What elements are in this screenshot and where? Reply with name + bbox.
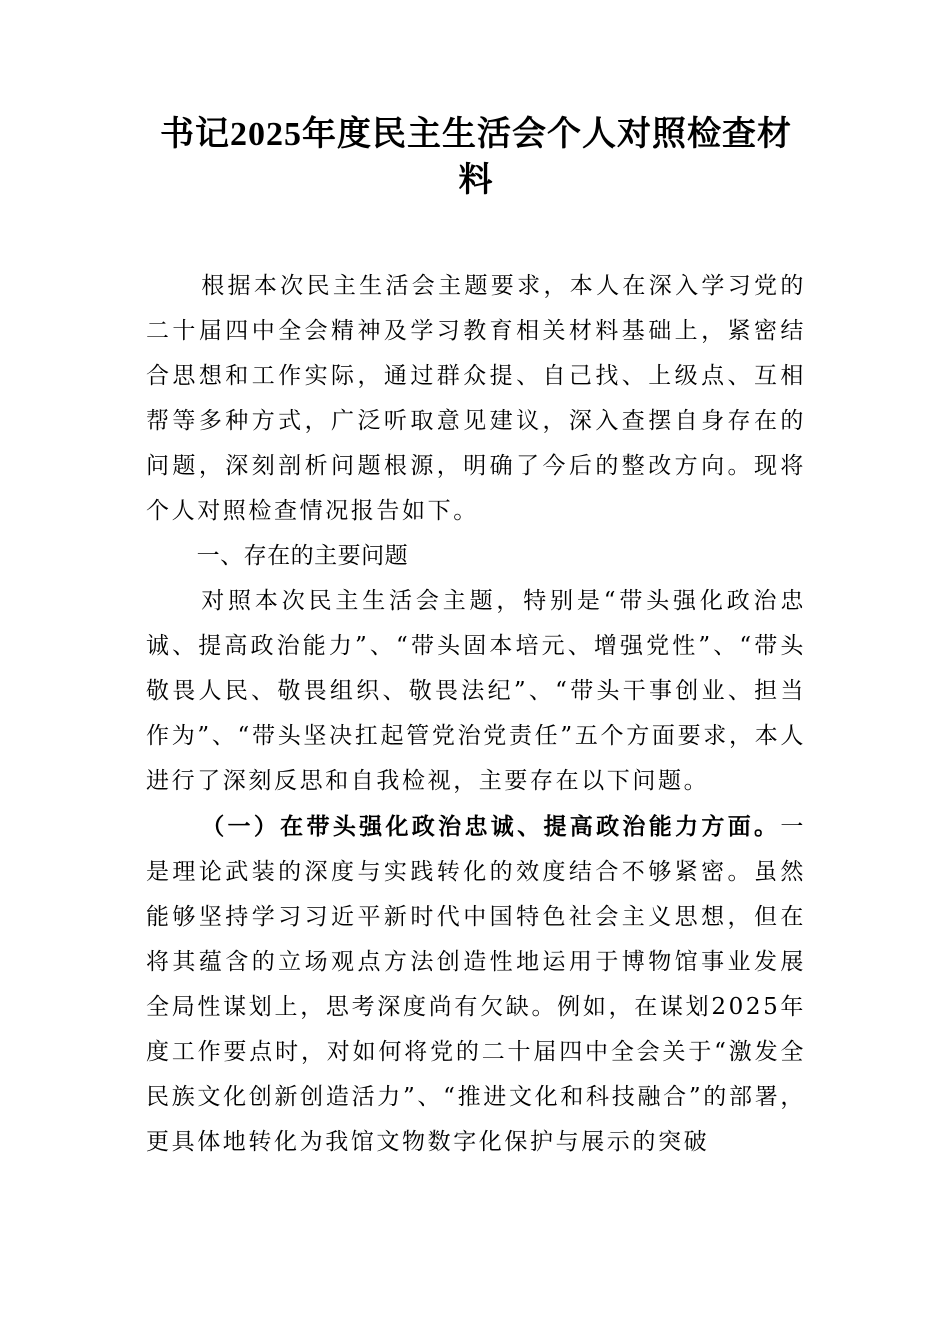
subsection-1-paragraph <box>146 804 806 1165</box>
subsection-1-text: 一是理论武装的深度与实践转化的效度结合不够紧密。虽然能够坚持学习习近平新时代中国特色社会主义思想，但在将其蕴含的立场观点方法创造性地运用于博物馆事业发展全局性谋划上，思考深度尚有欠缺。例如，在谋划2025年度工作要点时，对如何将党的二十届四中全会关于“激发全民族文化创新创造活力”、“推进文化和科技融合”的部署，更具体地转化为我馆文物数字化保护与展示的突破 <box>146 814 806 1155</box>
section-heading-1: 一、存在的主要问题 <box>196 543 409 569</box>
document-title: 书记2025年度民主生活会个人对照检查材料 <box>160 116 792 199</box>
section-1-paragraph: 对照本次民主生活会主题，特别是“带头强化政治忠诚、提高政治能力”、“带头固本培元、增强党性”、“带头敬畏人民、敬畏组织、敬畏法纪”、“带头干事创业、担当作为”、“带头坚决扛起管党治党责任”五个方面要求，本人进行了深刻反思和自我检视，主要存在以下问题。 <box>146 588 806 794</box>
subsection-1-heading: （一）在带头强化政治忠诚、提高政治能力方面。 <box>201 813 781 840</box>
document-page <box>146 112 806 1165</box>
intro-paragraph: 根据本次民主生活会主题要求，本人在深入学习党的二十届四中全会精神及学习教育相关材料基础上，紧密结合思想和工作实际，通过群众提、自己找、上级点、互相帮等多种方式，广泛听取意见建议，深入查摆自身存在的问题，深刻剖析问题根源，明确了今后的整改方向。现将个人对照检查情况报告如下。 <box>146 273 806 524</box>
